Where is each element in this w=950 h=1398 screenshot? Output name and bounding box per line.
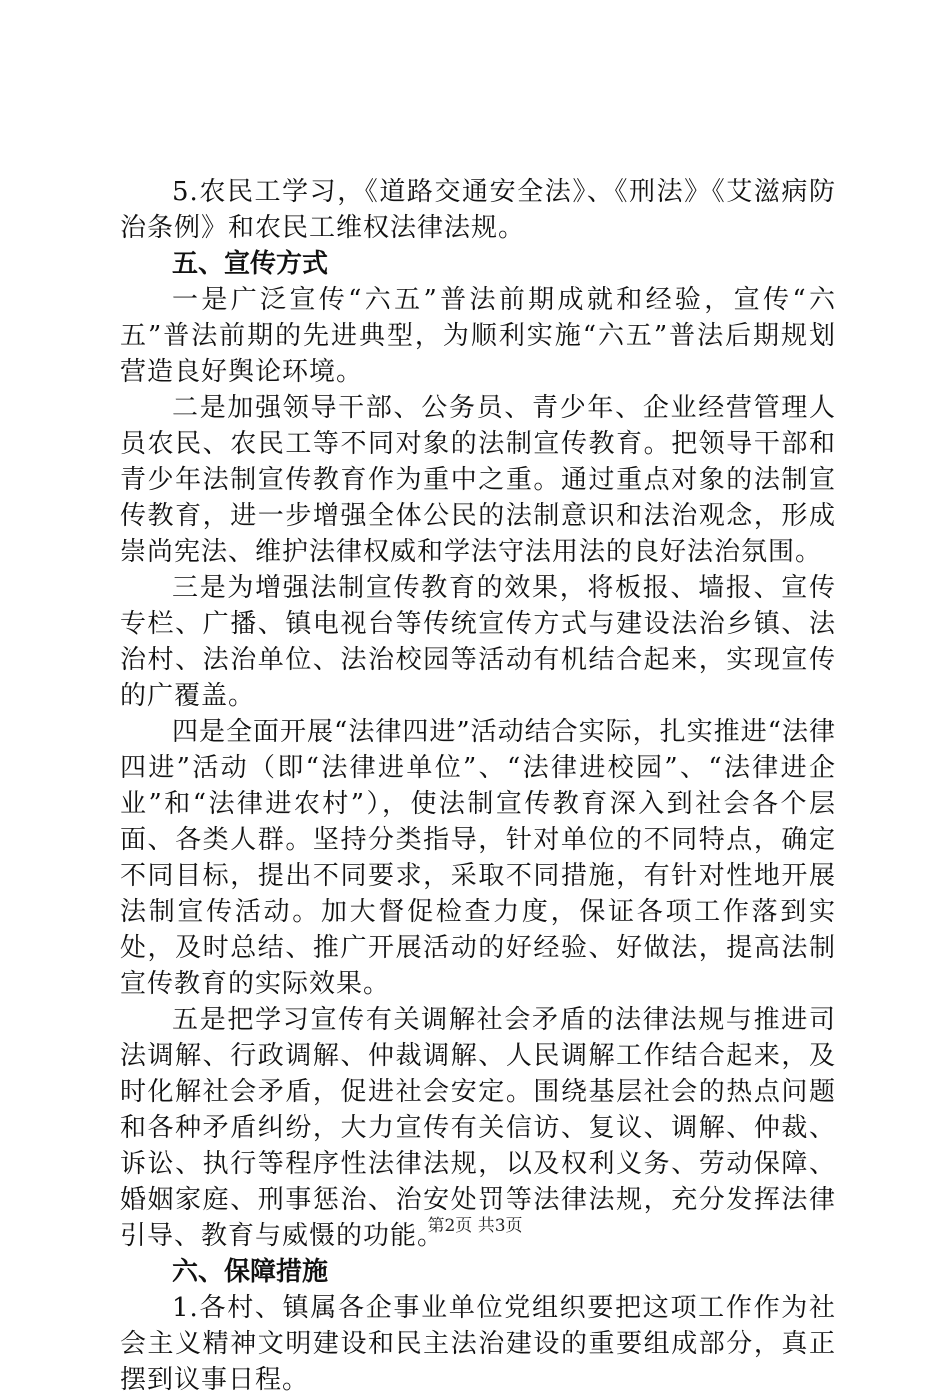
paragraph-item-5: 5.农民工学习，《道路交通安全法》、《刑法》《艾滋病防治条例》和农民工维权法律法规。 — [120, 177, 836, 243]
paragraph-method-2: 二是加强领导干部、公务员、青少年、企业经营管理人员农民、农民工等不同对象的法制宣传教育。把领导干部和青少年法制宣传教育作为重中之重。通过重点对象的法制宣传教育，进一步增强全体公民的法制意识和法治观念，形成崇尚宪法、维护法律权威和学法守法用法的良好法治氛围。 — [120, 393, 836, 567]
section-heading-safeguard-measures: 六、保障措施 — [172, 1257, 329, 1287]
paragraph-method-1: 一是广泛宣传“六五”普法前期成就和经验，宣传“六五”普法前期的先进典型，为顺利实施“六五”普法后期规划营造良好舆论环境。 — [120, 285, 836, 387]
paragraph-method-4: 四是全面开展“法律四进”活动结合实际，扎实推进“法律四进”活动（即“法律进单位”、“法律进校园”、“法律进企业”和“法律进农村”），使法制宣传教育深入到社会各个层面、各类人群。坚持分类指导，针对单位的不同特点，确定不同目标，提出不同要求，采取不同措施，有针对性地开展法制宣传活动。加大督促检查力度，保证各项工作落到实处，及时总结、推广开展活动的好经验、好做法，提高法制宣传教育的实际效果。 — [120, 717, 836, 999]
paragraph-measure-1: 1.各村、镇属各企事业单位党组织要把这项工作作为社会主义精神文明建设和民主法治建设的重要组成部分，真正摆到议事日程。 — [120, 1293, 836, 1395]
page-number-footer: 第2页 共3页 — [427, 1216, 523, 1236]
paragraph-method-5: 五是把学习宣传有关调解社会矛盾的法律法规与推进司法调解、行政调解、仲裁调解、人民调解工作结合起来，及时化解社会矛盾，促进社会安定。围绕基层社会的热点问题和各种矛盾纠纷，大力宣传有关信访、复议、调解、仲裁、诉讼、执行等程序性法律法规，以及权利义务、劳动保障、婚姻家庭、刑事惩治、治安处罚等法律法规，充分发挥法律引导、教育与威慑的功能。 — [120, 1005, 836, 1251]
section-heading-publicity-methods: 五、宣传方式 — [172, 249, 329, 279]
paragraph-method-3: 三是为增强法制宣传教育的效果，将板报、墙报、宣传专栏、广播、镇电视台等传统宣传方式与建设法治乡镇、法治村、法治单位、法治校园等活动有机结合起来，实现宣传的广覆盖。 — [120, 573, 836, 711]
